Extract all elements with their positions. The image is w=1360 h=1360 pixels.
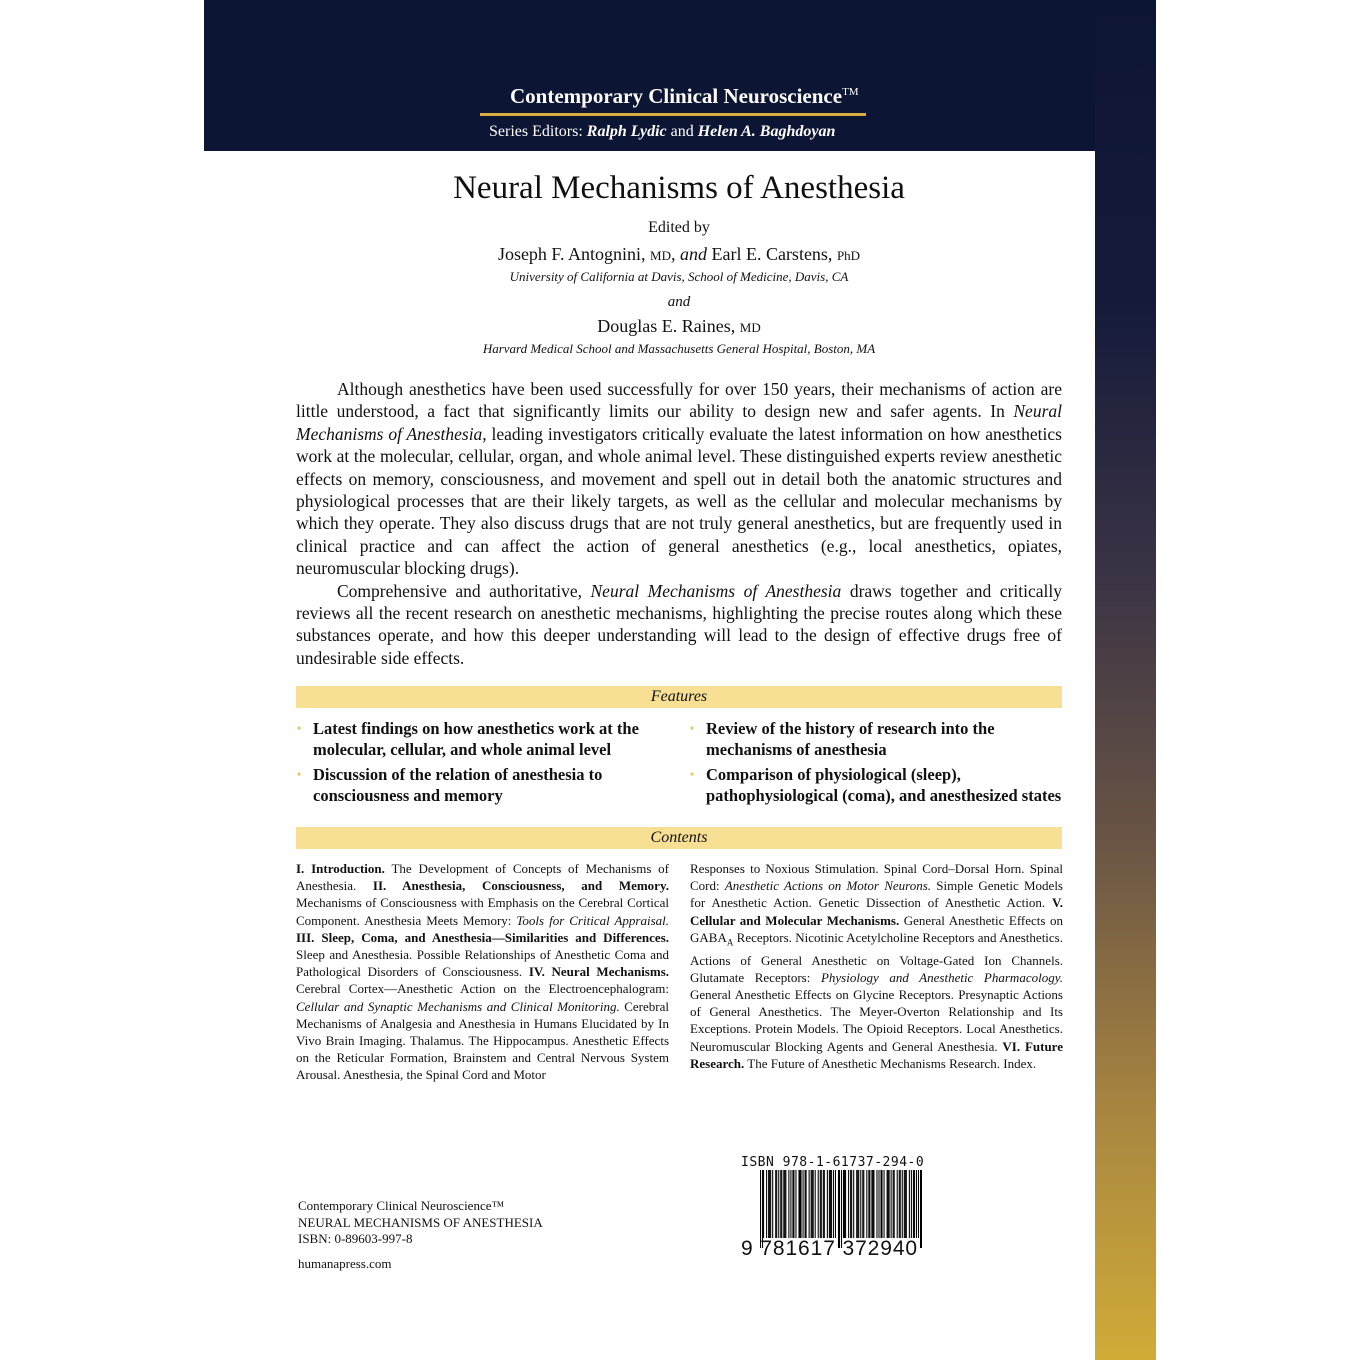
series-editors: Series Editors: Ralph Lydic and Helen A. Baghdoyan	[489, 123, 836, 140]
barcode-bar	[921, 1170, 922, 1248]
contents-heading: Contents	[296, 827, 1062, 849]
barcode-bar	[823, 1170, 824, 1238]
barcode-bar	[900, 1170, 901, 1238]
barcode-bar	[776, 1170, 777, 1238]
barcode-isbn-label: ISBN 978-1-61737-294-0	[741, 1155, 925, 1170]
barcode-bar	[868, 1170, 869, 1238]
barcode-bar	[799, 1170, 800, 1238]
barcode-bar	[820, 1170, 821, 1238]
barcode-bar	[811, 1170, 812, 1238]
editors-line-2: Douglas E. Raines, MD	[597, 316, 761, 336]
barcode-bar	[899, 1170, 900, 1238]
barcode-bar	[821, 1170, 822, 1238]
barcode-bar	[858, 1170, 859, 1238]
barcode-bar	[880, 1170, 881, 1238]
feature-item: • Latest findings on how anesthetics work at the molecular, cellular, and whole animal level	[297, 719, 639, 759]
barcode-bar	[872, 1170, 873, 1238]
barcode-bar	[850, 1170, 851, 1238]
feature-item: • Discussion of the relation of anesthesia to consciousness and memory	[297, 765, 603, 805]
barcode-bar	[871, 1170, 872, 1238]
series-title: Contemporary Clinical Neuroscience™	[510, 84, 859, 108]
barcode-bar	[920, 1170, 921, 1248]
feature-item: • Comparison of physiological (sleep), pathophysiological (coma), and anesthesized states	[690, 765, 1062, 805]
barcode-bar	[876, 1170, 877, 1238]
barcode-bar	[878, 1170, 879, 1238]
barcode-bar	[805, 1170, 806, 1238]
imprint-series: Contemporary Clinical Neuroscience™	[298, 1198, 505, 1213]
barcode-bar	[904, 1170, 905, 1238]
imprint-title: NEURAL MECHANISMS OF ANESTHESIA	[298, 1214, 543, 1230]
barcode-bar	[830, 1170, 831, 1238]
barcode-bar	[913, 1170, 914, 1238]
affiliation-2: Harvard Medical School and Massachusetts General Hospital, Boston, MA	[482, 341, 876, 356]
barcode-bar	[835, 1170, 836, 1238]
barcode-bar	[891, 1170, 892, 1238]
barcode-bar	[884, 1170, 885, 1238]
barcode-bar	[790, 1170, 791, 1238]
spine-gradient-strip	[1095, 0, 1156, 1360]
barcode-bar	[889, 1170, 890, 1238]
barcode-bar	[809, 1170, 810, 1238]
barcode-bar	[844, 1170, 845, 1238]
barcode-bar	[911, 1170, 912, 1238]
bullet-icon: •	[297, 767, 302, 781]
contents-column-left: I. Introduction. The Development of Concepts of Mechanisms of Anesthesia. II. Anesthesia, Consciousness, and Memory. Mechanisms of Consciousness with Emphasis on the Cerebral Cortical Component. Anesthesia Meets Memory: Tools for Critical Appraisal. III. Sleep, Coma, and Anesthesia—Similarities and Differences. Sleep and Anesthesia. Possible Relationships of Anesthetic Coma and Pathological Disorders of Consciousness. IV. Neural Mechanisms. Cerebral Cortex—Anesthetic Action on the Electroencephalogram: Cellular and Synaptic Mechanisms and Clinical Monitoring. Cerebral Mechanisms of Analgesia and Anesthesia in Humans Elucidated by In Vivo Brain Imaging. Thalamus. The Hippocampus. Anesthetic Effects on the Reticular Formation, Brainstem and Central Nervous System Arousal. Anesthesia, the Spinal Cord and Motor	[296, 861, 670, 1083]
barcode-bar	[882, 1170, 883, 1238]
barcode-bar	[851, 1170, 852, 1238]
barcode-digits: 9 781617 372940	[741, 1237, 918, 1260]
barcode-bar	[888, 1170, 889, 1238]
barcode-bar	[829, 1170, 830, 1238]
barcode-bar	[833, 1170, 834, 1238]
barcode-bar	[812, 1170, 813, 1238]
edited-by: Edited by	[648, 219, 710, 236]
bullet-icon: •	[690, 767, 695, 781]
barcode-bar	[914, 1170, 915, 1238]
barcode-bar	[793, 1170, 794, 1238]
barcode-bar	[803, 1170, 804, 1238]
barcode-bar	[909, 1170, 910, 1238]
barcode-bar	[863, 1170, 864, 1238]
barcode-bar	[788, 1170, 789, 1238]
barcode-bar	[916, 1170, 917, 1238]
barcode-bar	[897, 1170, 898, 1238]
barcode-bar	[780, 1170, 781, 1238]
contents-column-right: Responses to Noxious Stimulation. Spinal Cord–Dorsal Horn. Spinal Cord: Anesthetic Actions on Motor Neurons. Simple Genetic Models for Anesthetic Action. Genetic Dissection of Anesthetic Action. V. Cellular and Molecular Mechanisms. General Anesthetic Effects on $GABA_A$ Receptors. Nicotinic Acetylcholine Receptors and Anesthetics. Actions of General Anesthetic on Voltage-Gated Ion Channels. Glutamate Receptors: Physiology and Anesthetic Pharmacology. General Anesthetic Effects on Glycine Receptors. Presynaptic Actions of General Anesthetics. The Meyer-Overton Relationship and Its Exceptions. Protein Models. The Opioid Receptors. Local Anesthetics. Neuromuscular Blocking Agents and General Anesthesia. VI. Future Research. The Future of Anesthetic Mechanisms Research. Index.	[690, 861, 1064, 1071]
barcode-bar	[902, 1170, 903, 1238]
features-heading: Features	[296, 686, 1062, 708]
barcode-bar	[893, 1170, 894, 1238]
book-title: Neural Mechanisms of Anesthesia	[453, 170, 905, 206]
barcode-bar	[853, 1170, 854, 1238]
barcode-bar	[827, 1170, 828, 1238]
barcode-bar	[769, 1170, 770, 1238]
barcode-bar	[894, 1170, 895, 1238]
barcode-bar	[831, 1170, 832, 1238]
barcode-bar	[873, 1170, 874, 1238]
imprint-info	[298, 1198, 543, 1272]
barcode-bar	[806, 1170, 807, 1238]
description-paragraph-2: Comprehensive and authoritative, Neural Mechanisms of Anesthesia draws together and critically reviews all the recent research on anesthetic mechanisms, highlighting the precise routes along which these substances operate, and how this deeper understanding will lead to the design of effective drugs free of undesirable side effects.	[296, 580, 1062, 668]
barcode-bar	[795, 1170, 796, 1238]
barcode-bar	[783, 1170, 784, 1238]
barcode-bar	[815, 1170, 816, 1238]
barcode-bar	[918, 1170, 919, 1238]
barcode-bar	[763, 1170, 764, 1238]
barcode-bar	[772, 1170, 773, 1238]
barcode-bar	[781, 1170, 782, 1238]
barcode-bar	[768, 1170, 769, 1238]
barcode-bar	[813, 1170, 814, 1238]
barcode-bar	[778, 1170, 779, 1238]
barcode-bar	[860, 1170, 861, 1238]
affiliation-1: University of California at Davis, School of Medicine, Davis, CA	[509, 269, 849, 284]
barcode-bar	[848, 1170, 849, 1238]
barcode-bar	[869, 1170, 870, 1238]
barcode-bar	[798, 1170, 799, 1238]
publisher-website: humanapress.com	[298, 1255, 392, 1271]
barcode-bar	[887, 1170, 888, 1238]
description-paragraph-1: Although anesthetics have been used successfully for over 150 years, their mechanisms of action are little understood, a fact that significantly limits our ability to design new and safer agents. In Neural Mechanisms of Anesthesia, leading investigators critically evaluate the latest information on how anesthetics work at the molecular, cellular, organ, and whole animal level. These distinguished experts review anesthetic effects on memory, consciousness, and movement and spell out in detail both the anatomic structures and physiological processes that are their likely targets, as well as the cellular and molecular mechanisms by which they operate. They also discuss drugs that are not truly general anesthetics, but are frequently used in clinical practice and can affect the action of general anesthetics (e.g., local anesthetics, opiates, neuromuscular blocking drugs).	[296, 379, 1062, 579]
bullet-icon: •	[690, 721, 695, 735]
barcode-bar	[856, 1170, 857, 1238]
barcode-bar	[775, 1170, 776, 1238]
editors-line-1: Joseph F. Antognini, MD, and Earl E. Carstens, PhD	[497, 244, 861, 264]
barcode-bar	[824, 1170, 825, 1238]
barcode-bar	[784, 1170, 785, 1238]
gold-rule	[480, 113, 866, 116]
and-connector: and	[667, 294, 691, 310]
barcode-bar	[862, 1170, 863, 1238]
barcode-bar	[845, 1170, 846, 1238]
barcode-bar	[818, 1170, 819, 1238]
description	[296, 378, 1062, 669]
barcode-bar	[905, 1170, 906, 1238]
barcode-bar	[843, 1170, 844, 1238]
barcode-bar	[770, 1170, 771, 1238]
barcode-bar	[906, 1170, 907, 1238]
barcode-bar	[857, 1170, 858, 1238]
barcode-bar	[785, 1170, 786, 1238]
barcode-bar	[866, 1170, 867, 1238]
feature-item: • Review of the history of research into the mechanisms of anesthesia	[690, 719, 995, 759]
barcode-bar	[801, 1170, 802, 1238]
imprint-isbn: ISBN: 0-89603-997-8	[298, 1231, 413, 1246]
barcode-bar	[792, 1170, 793, 1238]
barcode-bar	[766, 1170, 767, 1238]
bullet-icon: •	[297, 721, 302, 735]
